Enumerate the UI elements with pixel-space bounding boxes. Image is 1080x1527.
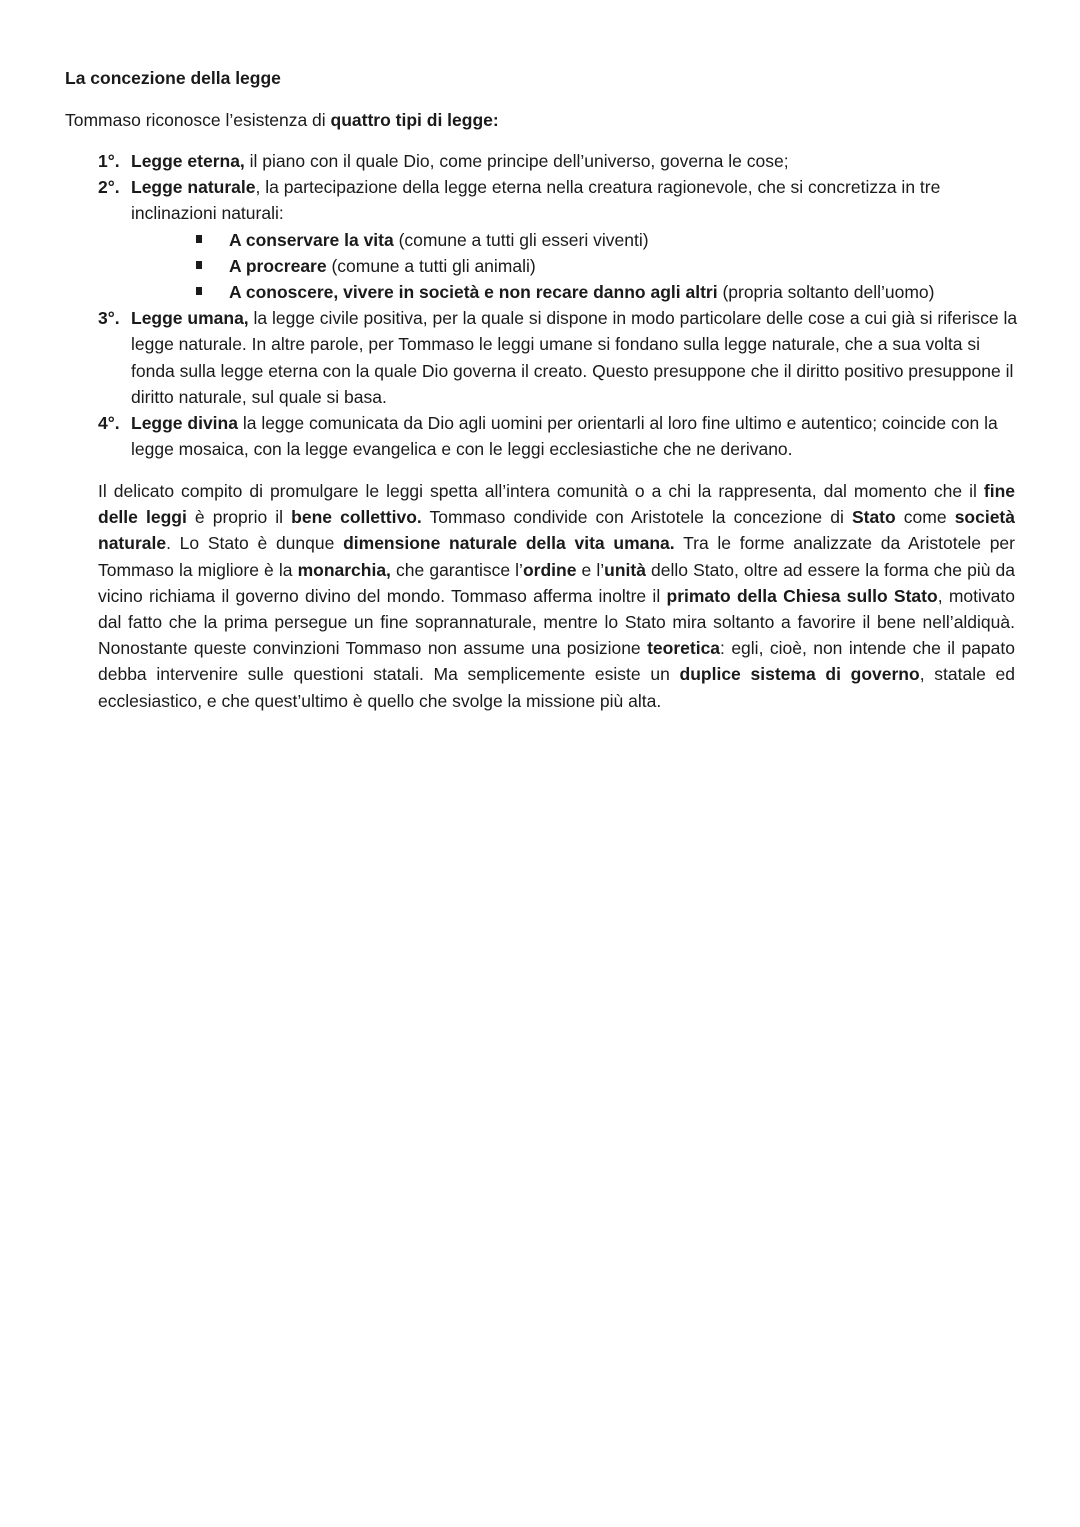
paragraph-text: dello Stato, oltre ad essere la forma che più da vicino richiama il governo divino del mondo. Tommaso afferma inoltre il (98, 559, 1015, 606)
inclination-bold: A procreare (229, 255, 327, 276)
law-list (98, 148, 1018, 462)
law-number: 1°. (98, 151, 120, 171)
law-item-divina (98, 410, 1018, 462)
intro-sentence (65, 109, 499, 131)
law-item-eterna (98, 148, 1018, 174)
paragraph-text: Tommaso condivide con Aristotele la concezione di (421, 507, 852, 528)
law-name: Legge naturale (131, 177, 256, 198)
paragraph-bold: Stato (851, 507, 896, 528)
paragraph-bold: primato della Chiesa sullo Stato (666, 585, 938, 606)
paragraph-text: Il delicato compito di promulgare le leggi spetta all’intera comunità o a chi la rappresenta, dal momento che il (98, 481, 984, 501)
inclination-item (196, 279, 1018, 305)
paragraph-text: , statale ed ecclesiastico, e che quest’ultimo è quello che svolge la missione più alta. (98, 664, 1015, 711)
paragraph-bold: unità (604, 559, 646, 580)
paragraph-bold: monarchia, (297, 559, 391, 580)
paragraph-bold: teoretica (647, 638, 721, 659)
law-number: 4°. (98, 413, 120, 434)
inclination-item (196, 253, 1018, 279)
inclination-bold: A conservare la vita (229, 229, 394, 250)
law-number: 3°. (98, 308, 120, 329)
square-bullet-icon (196, 261, 202, 269)
paragraph-bold: bene collettivo. (291, 507, 422, 528)
paragraph-bold: fine delle leggi (98, 481, 1015, 528)
paragraph-text: è proprio il (186, 507, 292, 528)
paragraph-bold: ordine (522, 559, 577, 580)
inclinations-list (98, 227, 1018, 306)
paragraph-text: e l’ (576, 559, 605, 580)
paragraph-text: . Lo Stato è dunque (166, 533, 344, 554)
paragraph-bold: dimensione naturale della vita umana. (343, 533, 675, 554)
law-description: il piano con il quale Dio, come principe dell’universo, governa le cose; (244, 151, 789, 171)
paragraph-text: che garantisce l’ (390, 559, 523, 580)
law-name: Legge umana, (131, 308, 249, 329)
paragraph-bold: società naturale (98, 507, 1015, 554)
law-description: la legge civile positiva, per la quale si dispone in modo particolare delle cose a cui già si riferisce la legge naturale. In altre parole, per Tommaso le leggi umane si fondano sulla legge naturale, che a sua volta si fonda sulla legge eterna con la quale Dio governa il creato. Questo presuppone che il diritto positivo presuppone il diritto naturale, sul quale si basa. (131, 308, 1018, 407)
law-name: Legge divina (131, 413, 238, 434)
law-item-umana (98, 305, 1018, 410)
law-name: Legge eterna, (131, 151, 245, 171)
intro-bold: quattro tipi di legge: (330, 110, 499, 130)
inclination-item (196, 227, 1018, 253)
inclination-text: (propria soltanto dell’uomo) (717, 282, 935, 303)
inclination-text: (comune a tutti gli esseri viventi) (393, 229, 649, 250)
paragraph-bold: duplice sistema di governo (679, 664, 920, 685)
paragraph-text: : egli, cioè, non intende che il papato debba intervenire sulle questioni statali. Ma semplicemente esiste un (98, 638, 1015, 685)
paragraph-text: come (895, 507, 955, 528)
body-paragraph (98, 478, 1015, 714)
intro-text: Tommaso riconosce l’esistenza di (65, 110, 331, 130)
law-number: 2°. (98, 177, 120, 198)
paragraph-text: , motivato dal fatto che la prima persegue un fine soprannaturale, mentre lo Stato mira soltanto a favorire il bene nell’aldiquà. Nonostante queste convinzioni Tommaso non assume una posizione (98, 585, 1015, 659)
inclination-text: (comune a tutti gli animali) (326, 255, 536, 276)
law-description: la legge comunicata da Dio agli uomini per orientarli al loro fine ultimo e autentico; coincide con la legge mosaica, con la legge evangelica e con le leggi ecclesiastiche che ne derivano. (131, 413, 998, 460)
section-title: La concezione della legge (65, 68, 281, 88)
paragraph-text: Tra le forme analizzate da Aristotele per Tommaso la migliore è la (98, 533, 1015, 580)
inclination-bold: A conoscere, vivere in società e non recare danno agli altri (229, 282, 718, 303)
law-description: , la partecipazione della legge eterna nella creatura ragionevole, che si concretizza in tre inclinazioni naturali: (131, 177, 941, 224)
square-bullet-icon (196, 235, 202, 243)
square-bullet-icon (196, 287, 202, 295)
law-item-naturale (98, 174, 1018, 226)
